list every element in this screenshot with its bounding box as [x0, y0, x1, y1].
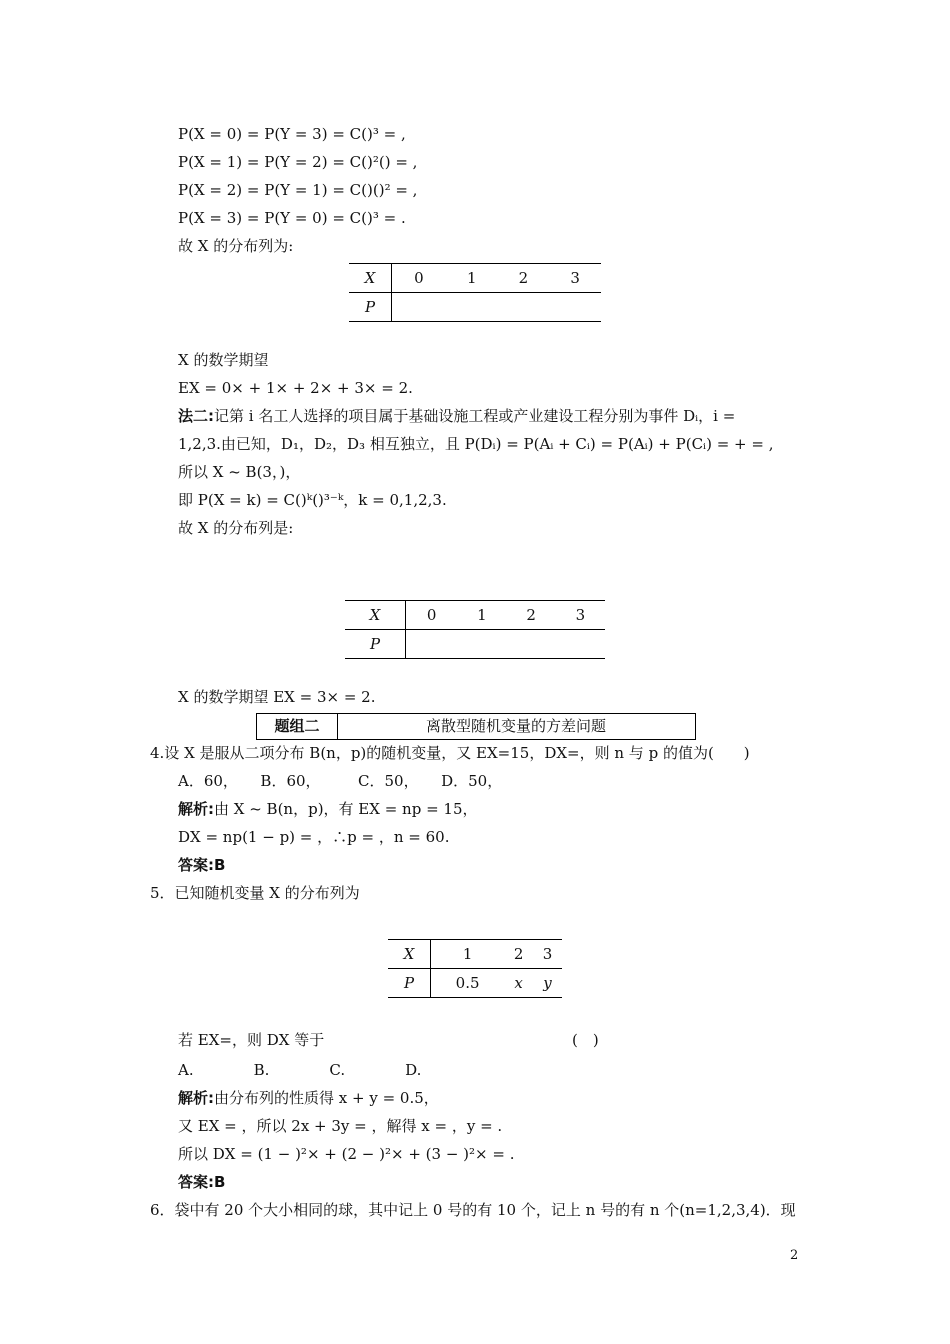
prob-x3-line: P(X = 3) = P(Y = 0) = C()³ = .	[178, 209, 406, 227]
answer-bracket: ( )	[572, 1031, 599, 1049]
question-4-solution-2: DX = np(1 − p) = ，∴p = ，n = 60.	[178, 828, 450, 846]
question-5-options: A. B. C. D.	[178, 1061, 422, 1079]
table3-row-p: P	[388, 969, 431, 998]
question-5-answer: 答案:B	[178, 1173, 226, 1191]
distribution-intro-1: 故 X 的分布列为:	[178, 237, 294, 255]
method-two-line-4: 即 P(X = k) = C()ᵏ()³⁻ᵏ，k = 0,1,2,3.	[178, 491, 447, 509]
question-5-solution-2: 又 EX = ，所以 2x + 3y = ，解得 x = ，y = .	[178, 1117, 503, 1135]
table1-cell	[446, 293, 498, 322]
table3-header-1: 1	[431, 940, 505, 969]
question-4: 4.设 X 是服从二项分布 B(n，p)的随机变量，又 EX=15，DX=，则 n 与 p 的值为( )	[150, 744, 750, 762]
question-5: 5．已知随机变量 X 的分布列为	[150, 884, 360, 902]
question-5-solution-3: 所以 DX = (1 − )²× + (2 − )²× + (3 − )²× = .	[178, 1145, 515, 1163]
table3-header-x: X	[388, 940, 431, 969]
table2-header-2: 2	[507, 601, 556, 630]
expectation-title: X 的数学期望	[178, 351, 269, 369]
table1-cell	[498, 293, 550, 322]
table3-header-3: 3	[533, 940, 562, 969]
distribution-table-1	[349, 263, 601, 322]
table2-cell	[457, 630, 506, 659]
table2-cell	[507, 630, 556, 659]
group-label: 题组二	[257, 714, 338, 739]
distribution-table-3	[388, 939, 562, 998]
prob-x1-line: P(X = 1) = P(Y = 2) = C()²() = ,	[178, 153, 418, 171]
table3-cell-x: x	[504, 969, 533, 998]
table1-header-1: 1	[446, 264, 498, 293]
solution-text: 由分布列的性质得 x + y = 0.5，	[214, 1089, 439, 1107]
question-4-answer: 答案:B	[178, 856, 226, 874]
solution-label: 解析:	[178, 800, 214, 818]
table2-header-1: 1	[457, 601, 506, 630]
table3-cell-y: y	[533, 969, 562, 998]
distribution-table-2	[345, 600, 605, 659]
question-group-header	[256, 713, 696, 740]
solution-text: 由 X ~ B(n，p)，有 EX = np = 15，	[214, 800, 478, 818]
expectation-2: X 的数学期望 EX = 3× = 2.	[178, 688, 376, 706]
method-two-line	[178, 406, 735, 426]
question-5-ask: 若 EX=，则 DX 等于	[178, 1031, 325, 1049]
table1-cell	[392, 293, 446, 322]
group-title: 离散型随机变量的方差问题	[425, 717, 606, 735]
method-two-label: 法二:	[178, 407, 214, 425]
method-two-line-3: 所以 X ~ B(3，)，	[178, 463, 301, 481]
table2-cell	[556, 630, 605, 659]
table2-header-3: 3	[556, 601, 605, 630]
question-4-options: A．60， B．60， C．50， D．50，	[178, 772, 503, 790]
table3-cell-p1: 0.5	[431, 969, 505, 998]
page-number: 2	[790, 1248, 799, 1263]
table1-header-0: 0	[392, 264, 446, 293]
expectation-equation: EX = 0× + 1× + 2× + 3× = 2.	[178, 379, 413, 397]
distribution-intro-2: 故 X 的分布列是:	[178, 519, 294, 537]
method-two-line-2: 1,2,3.由已知，D₁，D₂，D₃ 相互独立，且 P(Dᵢ) = P(Aᵢ + Cᵢ) = P(Aᵢ) + P(Cᵢ) = + = ,	[178, 435, 774, 453]
table1-header-3: 3	[549, 264, 601, 293]
table2-header-0: 0	[406, 601, 458, 630]
table2-row-p: P	[345, 630, 406, 659]
table1-header-2: 2	[498, 264, 550, 293]
question-5-solution-1	[178, 1088, 439, 1108]
question-6: 6．袋中有 20 个大小相同的球，其中记上 0 号的有 10 个，记上 n 号的有 n 个(n=1,2,3,4)．现	[150, 1201, 796, 1219]
method-two-text: 记第 i 名工人选择的项目属于基础设施工程或产业建设工程分别为事件 Dᵢ，i =	[214, 407, 736, 425]
table1-cell	[549, 293, 601, 322]
prob-x0-line: P(X = 0) = P(Y = 3) = C()³ = ,	[178, 125, 406, 143]
question-4-solution-1	[178, 799, 478, 819]
table3-header-2: 2	[504, 940, 533, 969]
table2-cell	[406, 630, 458, 659]
prob-x2-line: P(X = 2) = P(Y = 1) = C()()² = ,	[178, 181, 418, 199]
table1-header-x: X	[349, 264, 392, 293]
table2-header-x: X	[345, 601, 406, 630]
table1-row-p: P	[349, 293, 392, 322]
solution-label: 解析:	[178, 1089, 214, 1107]
